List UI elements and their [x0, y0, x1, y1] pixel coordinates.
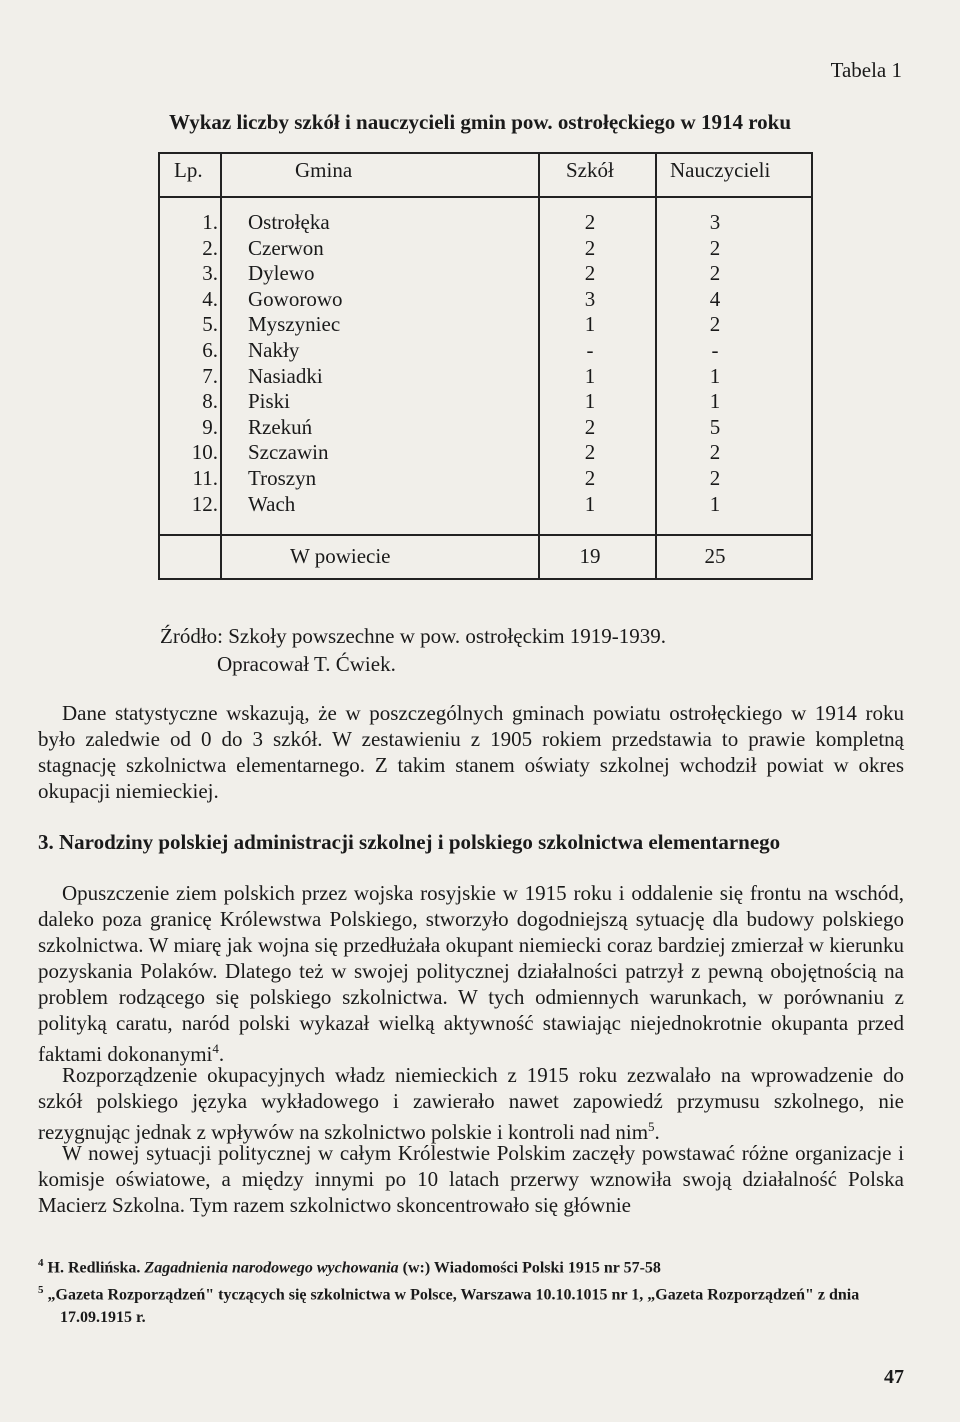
cell-szkol: 2: [584, 465, 596, 490]
footnote-ref: 5: [648, 1119, 655, 1134]
table-header-rule: [160, 196, 811, 198]
cell-lp: 3.: [202, 261, 218, 286]
page-number: 47: [884, 1366, 904, 1388]
table-row: [160, 440, 811, 466]
cell-szkol: 1: [584, 312, 596, 337]
header-szkol: Szkół: [566, 158, 614, 182]
footnote-author: H. Redlińska.: [47, 1259, 141, 1277]
header-nauczycieli: Nauczycieli: [670, 158, 771, 182]
paragraph: Dane statystyczne wskazują, że w poszczególnych gminach powiatu ostrołęckiego w 1914 roku było zaledwie od 0 do 3 szkół. W zestawieniu z 1905 rokiem przedstawia to prawie kompletną stagnację szkolnictwa elementarnego. Z takim stanem oświaty szkolnej wchodził powiat w okres okupacji niemieckiej.: [38, 701, 904, 803]
table-total-rule: [160, 534, 811, 536]
cell-nauczycieli: 1: [709, 389, 721, 414]
table-row: [160, 210, 811, 236]
table-source: [160, 622, 666, 678]
cell-nauczycieli: 1: [709, 491, 721, 516]
cell-nauczycieli: 2: [709, 235, 721, 260]
table-row: [160, 492, 811, 518]
table-title: Wykaz liczby szkół i nauczycieli gmin pow. ostrołęckiego w 1914 roku: [168, 110, 792, 134]
cell-lp: 10.: [191, 440, 218, 465]
table-row: [160, 338, 811, 364]
cell-lp: 11.: [192, 465, 218, 490]
cell-szkol: -: [586, 337, 594, 362]
table-row: [160, 236, 811, 262]
table-row: [160, 415, 811, 441]
table-body: [160, 210, 811, 517]
footnotes: [38, 1252, 904, 1329]
footnote-number: 4: [38, 1257, 44, 1269]
paragraph-text: Opuszczenie ziem polskich przez wojska rosyjskie w 1915 roku i oddalenie się frontu na wschód, daleko poza granicę Królewstwa Polskiego, stworzyło dogodniejszą sytuację dla budowy polskiego szkolnictwa. W miarę jak wojna się przedłużała okupant niemiecki coraz bardziej zmierzał w kierunku pozyskania Polaków. Dlatego też w swojej politycznej działalności patrzył z pewną obojętnością na problem rodzącego się polskiego szkolnictwa. W tych odmiennych warunkach, w porównaniu z polityką caratu, naród polski wykazał wielką aktywność stawiając niejednokrotnie okupanta przed faktami dokonanymi: [38, 881, 904, 1066]
cell-nauczycieli: 1: [709, 363, 721, 388]
footnote-rest: (w:) Wiadomości Polski 1915 nr 57-58: [402, 1259, 661, 1277]
total-nauczycieli: 25: [704, 544, 726, 568]
table-row: [160, 364, 811, 390]
table-row: [160, 312, 811, 338]
cell-gmina: Szczawin: [248, 440, 329, 465]
paragraph: Rozporządzenie okupacyjnych władz niemieckich z 1915 roku zezwalało na wprowadzenie do szkół polskiego języka wykładowego i zawierało nawet zapowiedź przymusu szkolnego, nie rezygnując jednak z wpływów na szkolnictwo polskie i kontroli nad nim$^5$.: [38, 1063, 904, 1144]
cell-lp: 1.: [202, 210, 218, 234]
cell-gmina: Dylewo: [248, 261, 315, 286]
cell-szkol: 1: [584, 389, 596, 414]
header-lp: Lp.: [174, 158, 203, 182]
cell-gmina: Czerwon: [248, 235, 324, 260]
cell-szkol: 1: [584, 363, 596, 388]
cell-szkol: 2: [584, 261, 596, 286]
footnote-number: 5: [38, 1284, 44, 1297]
statistics-table: [158, 152, 813, 580]
cell-lp: 4.: [202, 286, 218, 311]
cell-szkol: 2: [584, 440, 596, 465]
header-gmina: Gmina: [295, 158, 353, 182]
cell-gmina: Goworowo: [248, 286, 343, 311]
cell-nauczycieli: 2: [709, 261, 721, 286]
table-row: [160, 466, 811, 492]
footnote: [38, 1252, 904, 1279]
cell-lp: 2.: [202, 235, 218, 260]
source-line: Źródło: Szkoły powszechne w pow. ostrołęckim 1919-1939.: [160, 624, 667, 648]
paragraph: W nowej sytuacji politycznej w całym Królestwie Polskim zaczęły powstawać różne organizacje i komisje oświatowe, a między innymi po 10 latach przerwy wznowiła swoją działalność Polska Macierz Szkolna. Tym razem szkolnictwo skoncentrowało się głównie: [38, 1141, 904, 1217]
table-total-row: [160, 544, 811, 574]
cell-gmina: Nasiadki: [248, 363, 323, 388]
cell-nauczycieli: 3: [709, 210, 721, 234]
footnote-ref: 4: [212, 1041, 219, 1056]
section-heading: 3. Narodziny polskiej administracji szkolnej i polskiego szkolnictwa elementarnego: [38, 830, 781, 854]
cell-nauczycieli: 2: [709, 312, 721, 337]
paragraph: Opuszczenie ziem polskich przez wojska rosyjskie w 1915 roku i oddalenie się frontu na wschód, daleko poza granicę Królewstwa Polskiego, stworzyło dogodniejszą sytuację dla budowy polskiego szkolnictwa. W miarę jak wojna się przedłużała okupant niemiecki coraz bardziej zmierzał w kierunku pozyskania Polaków. Dlatego też w swojej politycznej działalności patrzył z pewną obojętnością na problem rodzącego się polskiego szkolnictwa. W tych odmiennych warunkach, w porównaniu z polityką caratu, naród polski wykazał wielką aktywność stawiając niejednokrotnie okupanta przed faktami dokonanymi$^4$.: [38, 881, 904, 1066]
footnote: [38, 1279, 904, 1328]
cell-gmina: Troszyn: [248, 465, 317, 490]
footnote-text: „Gazeta Rozporządzeń" tyczących się szkolnictwa w Polsce, Warszawa 10.10.1015 nr 1, „Gazeta Rozporządzeń" z dnia 17.09.1915 r.: [47, 1286, 860, 1326]
cell-gmina: Nakły: [248, 337, 300, 362]
cell-gmina: Myszyniec: [248, 312, 341, 337]
cell-szkol: 2: [584, 210, 596, 234]
table-row: [160, 287, 811, 313]
cell-lp: 5.: [202, 312, 218, 337]
cell-nauczycieli: 2: [709, 440, 721, 465]
cell-gmina: Piski: [248, 389, 291, 414]
source-author: Opracował T. Ćwiek.: [217, 652, 396, 676]
cell-lp: 8.: [202, 389, 218, 414]
cell-gmina: Ostrołęka: [248, 210, 330, 234]
cell-szkol: 2: [584, 414, 596, 439]
cell-szkol: 3: [584, 286, 596, 311]
cell-nauczycieli: 4: [709, 286, 721, 311]
total-szkol: 19: [579, 544, 601, 568]
cell-lp: 7.: [202, 363, 218, 388]
cell-lp: 12.: [191, 491, 218, 516]
cell-gmina: Rzekuń: [248, 414, 313, 439]
paragraph-text: Rozporządzenie okupacyjnych władz niemieckich z 1915 roku zezwalało na wprowadzenie do szkół polskiego języka wykładowego i zawierało nawet zapowiedź przymusu szkolnego, nie rezygnując jednak z wpływów na szkolnictwo polskie i kontroli nad nim: [38, 1063, 904, 1144]
cell-lp: 6.: [202, 337, 218, 362]
cell-gmina: Wach: [248, 491, 296, 516]
cell-nauczycieli: 5: [709, 414, 721, 439]
footnote-title: Zagadnienia narodowego wychowania: [144, 1259, 399, 1277]
cell-szkol: 1: [584, 491, 596, 516]
total-label: W powiecie: [290, 544, 391, 568]
cell-nauczycieli: 2: [709, 465, 721, 490]
table-row: [160, 389, 811, 415]
cell-szkol: 2: [584, 235, 596, 260]
cell-lp: 9.: [202, 414, 218, 439]
cell-nauczycieli: -: [711, 337, 719, 362]
table-label: Tabela 1: [830, 58, 902, 82]
table-row: [160, 261, 811, 287]
